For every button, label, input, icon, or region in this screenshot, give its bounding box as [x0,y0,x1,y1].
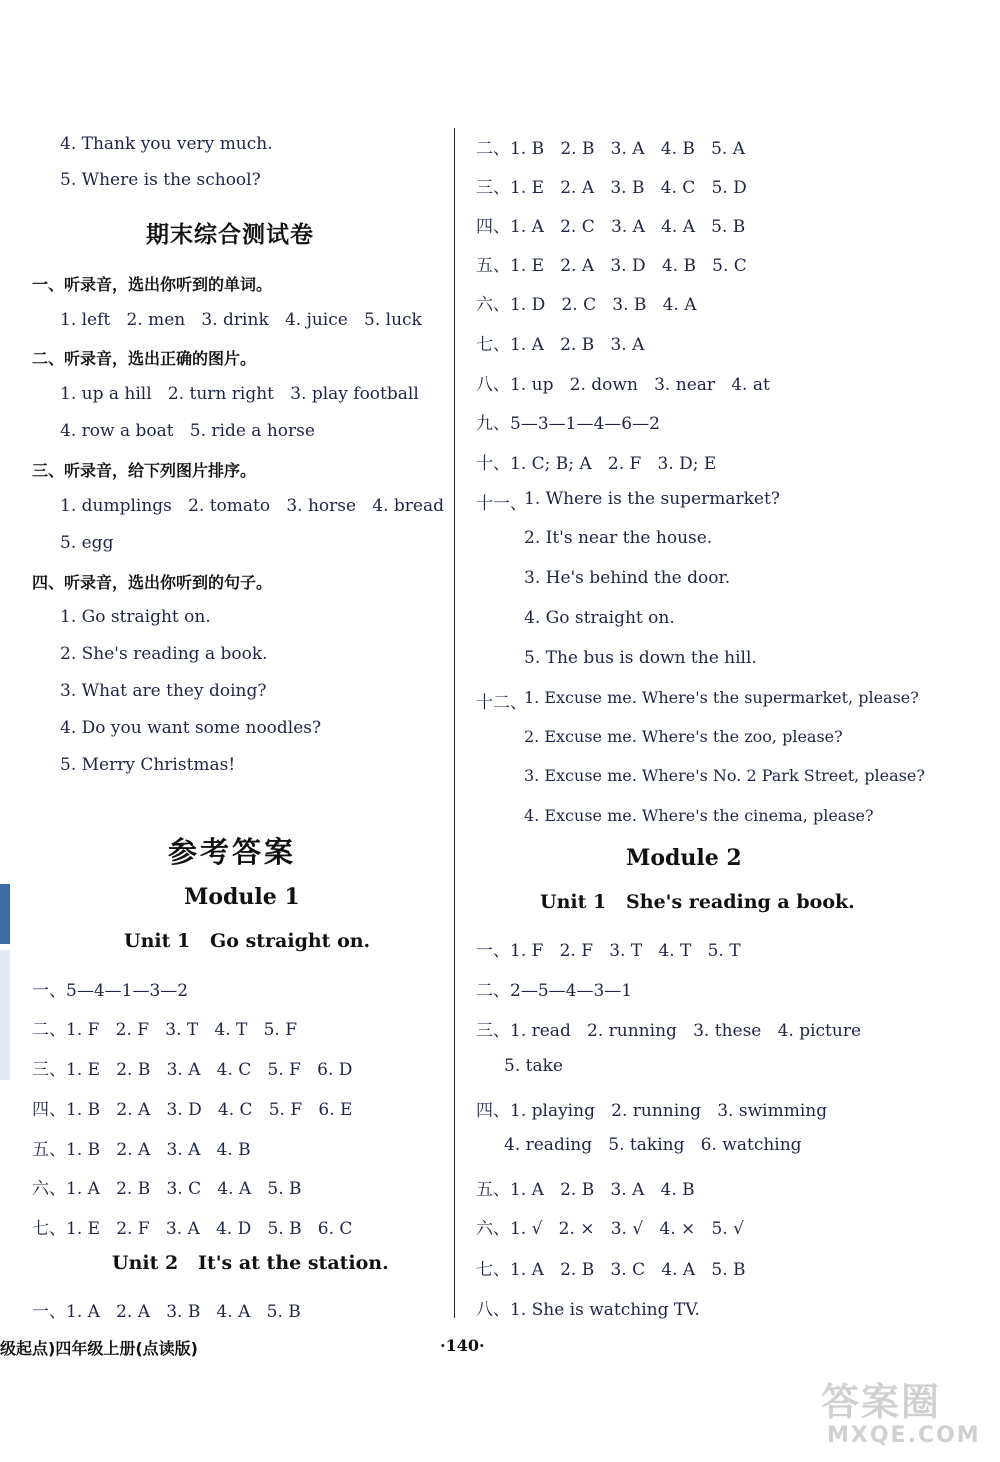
answer-line: 4. Thank you very much. [60,134,273,154]
answer-line: 十、1. C; B; A 2. F 3. D; E [476,454,717,474]
answer-line: 1. Excuse me. Where's the supermarket, please? [524,688,919,707]
watermark-url: MXQE.COM [827,1423,981,1448]
answer-line: 五、1. B 2. A 3. A 4. B [32,1140,251,1160]
module-heading: Module 1 [184,884,300,910]
answer-line: 六、1. D 2. C 3. B 4. A [476,295,697,315]
answer-line: 4. Excuse me. Where's the cinema, please? [524,806,874,825]
answer-line: 三、1. read 2. running 3. these 4. picture [476,1021,862,1041]
answer-line: 五、1. E 2. A 3. D 4. B 5. C [476,256,747,276]
watermark-logo [817,1371,992,1456]
answer-line: 1. up a hill 2. turn right 3. play football [60,384,419,404]
watermark-text: 答案圈 [821,1380,942,1424]
answer-line: 3. What are they doing? [60,681,267,701]
column-divider [454,128,455,1318]
answer-line: 一、5—4—1—3—2 [32,981,189,1001]
question-heading: 二、听录音，选出正确的图片。 [32,349,257,368]
answer-line: 三、1. E 2. A 3. B 4. C 5. D [476,178,747,198]
answer-line: 5. Where is the school? [60,170,261,190]
answer-line: 六、1. √ 2. × 3. √ 4. × 5. √ [476,1219,744,1239]
answer-line: 七、1. E 2. F 3. A 4. D 5. B 6. C [32,1219,353,1239]
answer-line: 4. reading 5. taking 6. watching [504,1135,802,1155]
answer-line: 4. row a boat 5. ride a horse [60,421,315,441]
answer-line: 5. take [504,1056,563,1076]
unit-heading: Unit 1 She's reading a book. [540,891,855,913]
answer-line: 1. Go straight on. [60,607,211,627]
answer-line: 四、1. A 2. C 3. A 4. A 5. B [476,217,746,237]
answer-line: 七、1. A 2. B 3. C 4. A 5. B [476,1260,746,1280]
answer-line: 4. Do you want some noodles? [60,718,322,738]
unit-heading: Unit 2 It's at the station. [112,1252,389,1274]
answer-line: 5. The bus is down the hill. [524,648,757,668]
question-heading: 一、听录音，选出你听到的单词。 [32,275,273,294]
unit-heading: Unit 1 Go straight on. [124,930,371,952]
answer-line: 九、5—3—1—4—6—2 [476,414,660,434]
answer-line: 5. Merry Christmas! [60,755,236,775]
answer-line: 三、1. E 2. B 3. A 4. C 5. F 6. D [32,1060,353,1080]
question-label: 十一、 [476,494,527,514]
answer-line: 二、2—5—4—3—1 [476,981,633,1001]
module-heading: Module 2 [626,845,742,871]
answer-line: 八、1. up 2. down 3. near 4. at [476,375,770,395]
answer-line: 2. Excuse me. Where's the zoo, please? [524,727,843,746]
answer-line: 四、1. B 2. A 3. D 4. C 5. F 6. E [32,1100,353,1120]
page-number: ·140· [440,1336,485,1355]
answer-line: 四、1. playing 2. running 3. swimming [476,1101,828,1121]
edge-mark-bottom [0,950,10,1080]
answers-title: 参考答案 [168,835,297,869]
answer-line: 4. Go straight on. [524,608,675,628]
answer-line: 3. He's behind the door. [524,568,731,588]
answer-line: 1. left 2. men 3. drink 4. juice 5. luck [60,310,422,330]
answer-line: 六、1. A 2. B 3. C 4. A 5. B [32,1179,302,1199]
answer-line: 二、1. F 2. F 3. T 4. T 5. F [32,1020,298,1040]
answer-line: 五、1. A 2. B 3. A 4. B [476,1180,695,1200]
answer-line: 2. It's near the house. [524,528,713,548]
answer-line: 1. Where is the supermarket? [524,489,780,509]
answer-line: 一、1. A 2. A 3. B 4. A 5. B [32,1302,301,1322]
question-heading: 四、听录音，选出你听到的句子。 [32,573,273,592]
footer-book-title: 级起点)四年级上册(点读版) [0,1339,198,1358]
question-label: 十二、 [476,693,527,713]
exam-title: 期末综合测试卷 [146,222,314,248]
answer-line: 八、1. She is watching TV. [476,1300,700,1320]
answer-line: 一、1. F 2. F 3. T 4. T 5. T [476,941,741,961]
question-heading: 三、听录音，给下列图片排序。 [32,461,257,480]
answer-line: 七、1. A 2. B 3. A [476,335,645,355]
answer-line: 3. Excuse me. Where's No. 2 Park Street, please? [524,766,925,785]
answer-line: 5. egg [60,533,114,553]
edge-mark-top [0,884,10,944]
answer-line: 二、1. B 2. B 3. A 4. B 5. A [476,139,745,159]
answer-line: 1. dumplings 2. tomato 3. horse 4. bread [60,496,444,516]
answer-line: 2. She's reading a book. [60,644,268,664]
